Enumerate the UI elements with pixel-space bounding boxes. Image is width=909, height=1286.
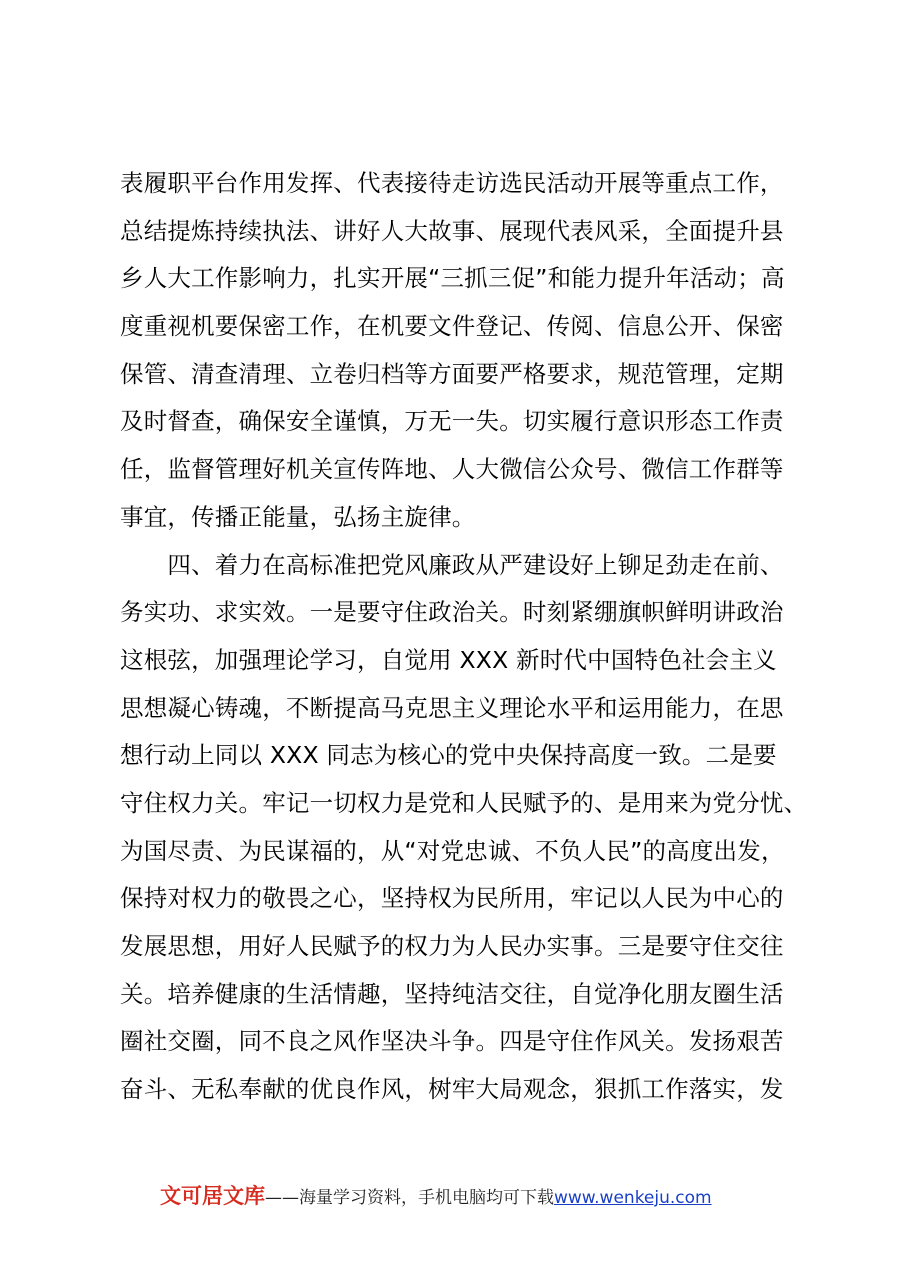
body-line: 圈社交圈，同不良之风作坚决斗争。四是守住作风关。发扬艰苦 [120,1027,784,1055]
body-line: 保管、清查清理、立卷归档等方面要严格要求，规范管理，定期 [120,360,784,388]
body-line: 保持对权力的敬畏之心，坚持权为民所用，牢记以人民为中心的 [120,884,784,912]
footer-slogan: ——海量学习资料，手机电脑均可下载 [265,1188,554,1208]
body-line: 乡人大工作影响力，扎实开展“三抓三促”和能力提升年活动；高 [120,264,785,292]
body-line: 总结提炼持续执法、讲好人大故事、展现代表风采，全面提升县 [120,217,784,245]
body-line: 思想凝心铸魂，不断提高马克思主义理论水平和运用能力，在思 [120,694,784,722]
body-line: 为国尽责、为民谋福的，从“对党忠诚、不负人民”的高度出发， [120,837,785,865]
body-line: 及时督查，确保安全谨慎，万无一失。切实履行意识形态工作责 [120,407,784,435]
body-line: 发展思想，用好人民赋予的权力为人民办实事。三是要守住交往 [120,932,784,960]
body-line: 奋斗、无私奉献的优良作风，树牢大局观念，狠抓工作落实，发 [120,1075,784,1103]
body-line: 务实功、求实效。一是要守住政治关。时刻紧绷旗帜鲜明讲政治 [120,598,784,626]
body-line: 事宜，传播正能量，弘扬主旋律。 [120,503,476,531]
body-line: 这根弦，加强理论学习，自觉用 XXX 新时代中国特色社会主义 [120,646,777,674]
footer-website-link[interactable]: www.wenkeju.com [554,1188,712,1208]
body-line: 守住权力关。牢记一切权力是党和人民赋予的、是用来为党分忧、 [120,789,808,817]
body-line: 任，监督管理好机关宣传阵地、人大微信公众号、微信工作群等 [120,455,784,483]
footer-brand: 文可居文库 [160,1184,265,1208]
body-line: 关。培养健康的生活情趣，坚持纯洁交往，自觉净化朋友圈生活 [120,980,784,1008]
body-line: 度重视机要保密工作，在机要文件登记、传阅、信息公开、保密 [120,312,784,340]
body-line: 四、着力在高标准把党风廉政从严建设好上铆足劲走在前、 [120,551,784,579]
footer-banner [160,1181,712,1211]
body-line: 表履职平台作用发挥、代表接待走访选民活动开展等重点工作， [120,169,784,197]
body-line: 想行动上同以 XXX 同志为核心的党中央保持高度一致。二是要 [120,741,777,769]
